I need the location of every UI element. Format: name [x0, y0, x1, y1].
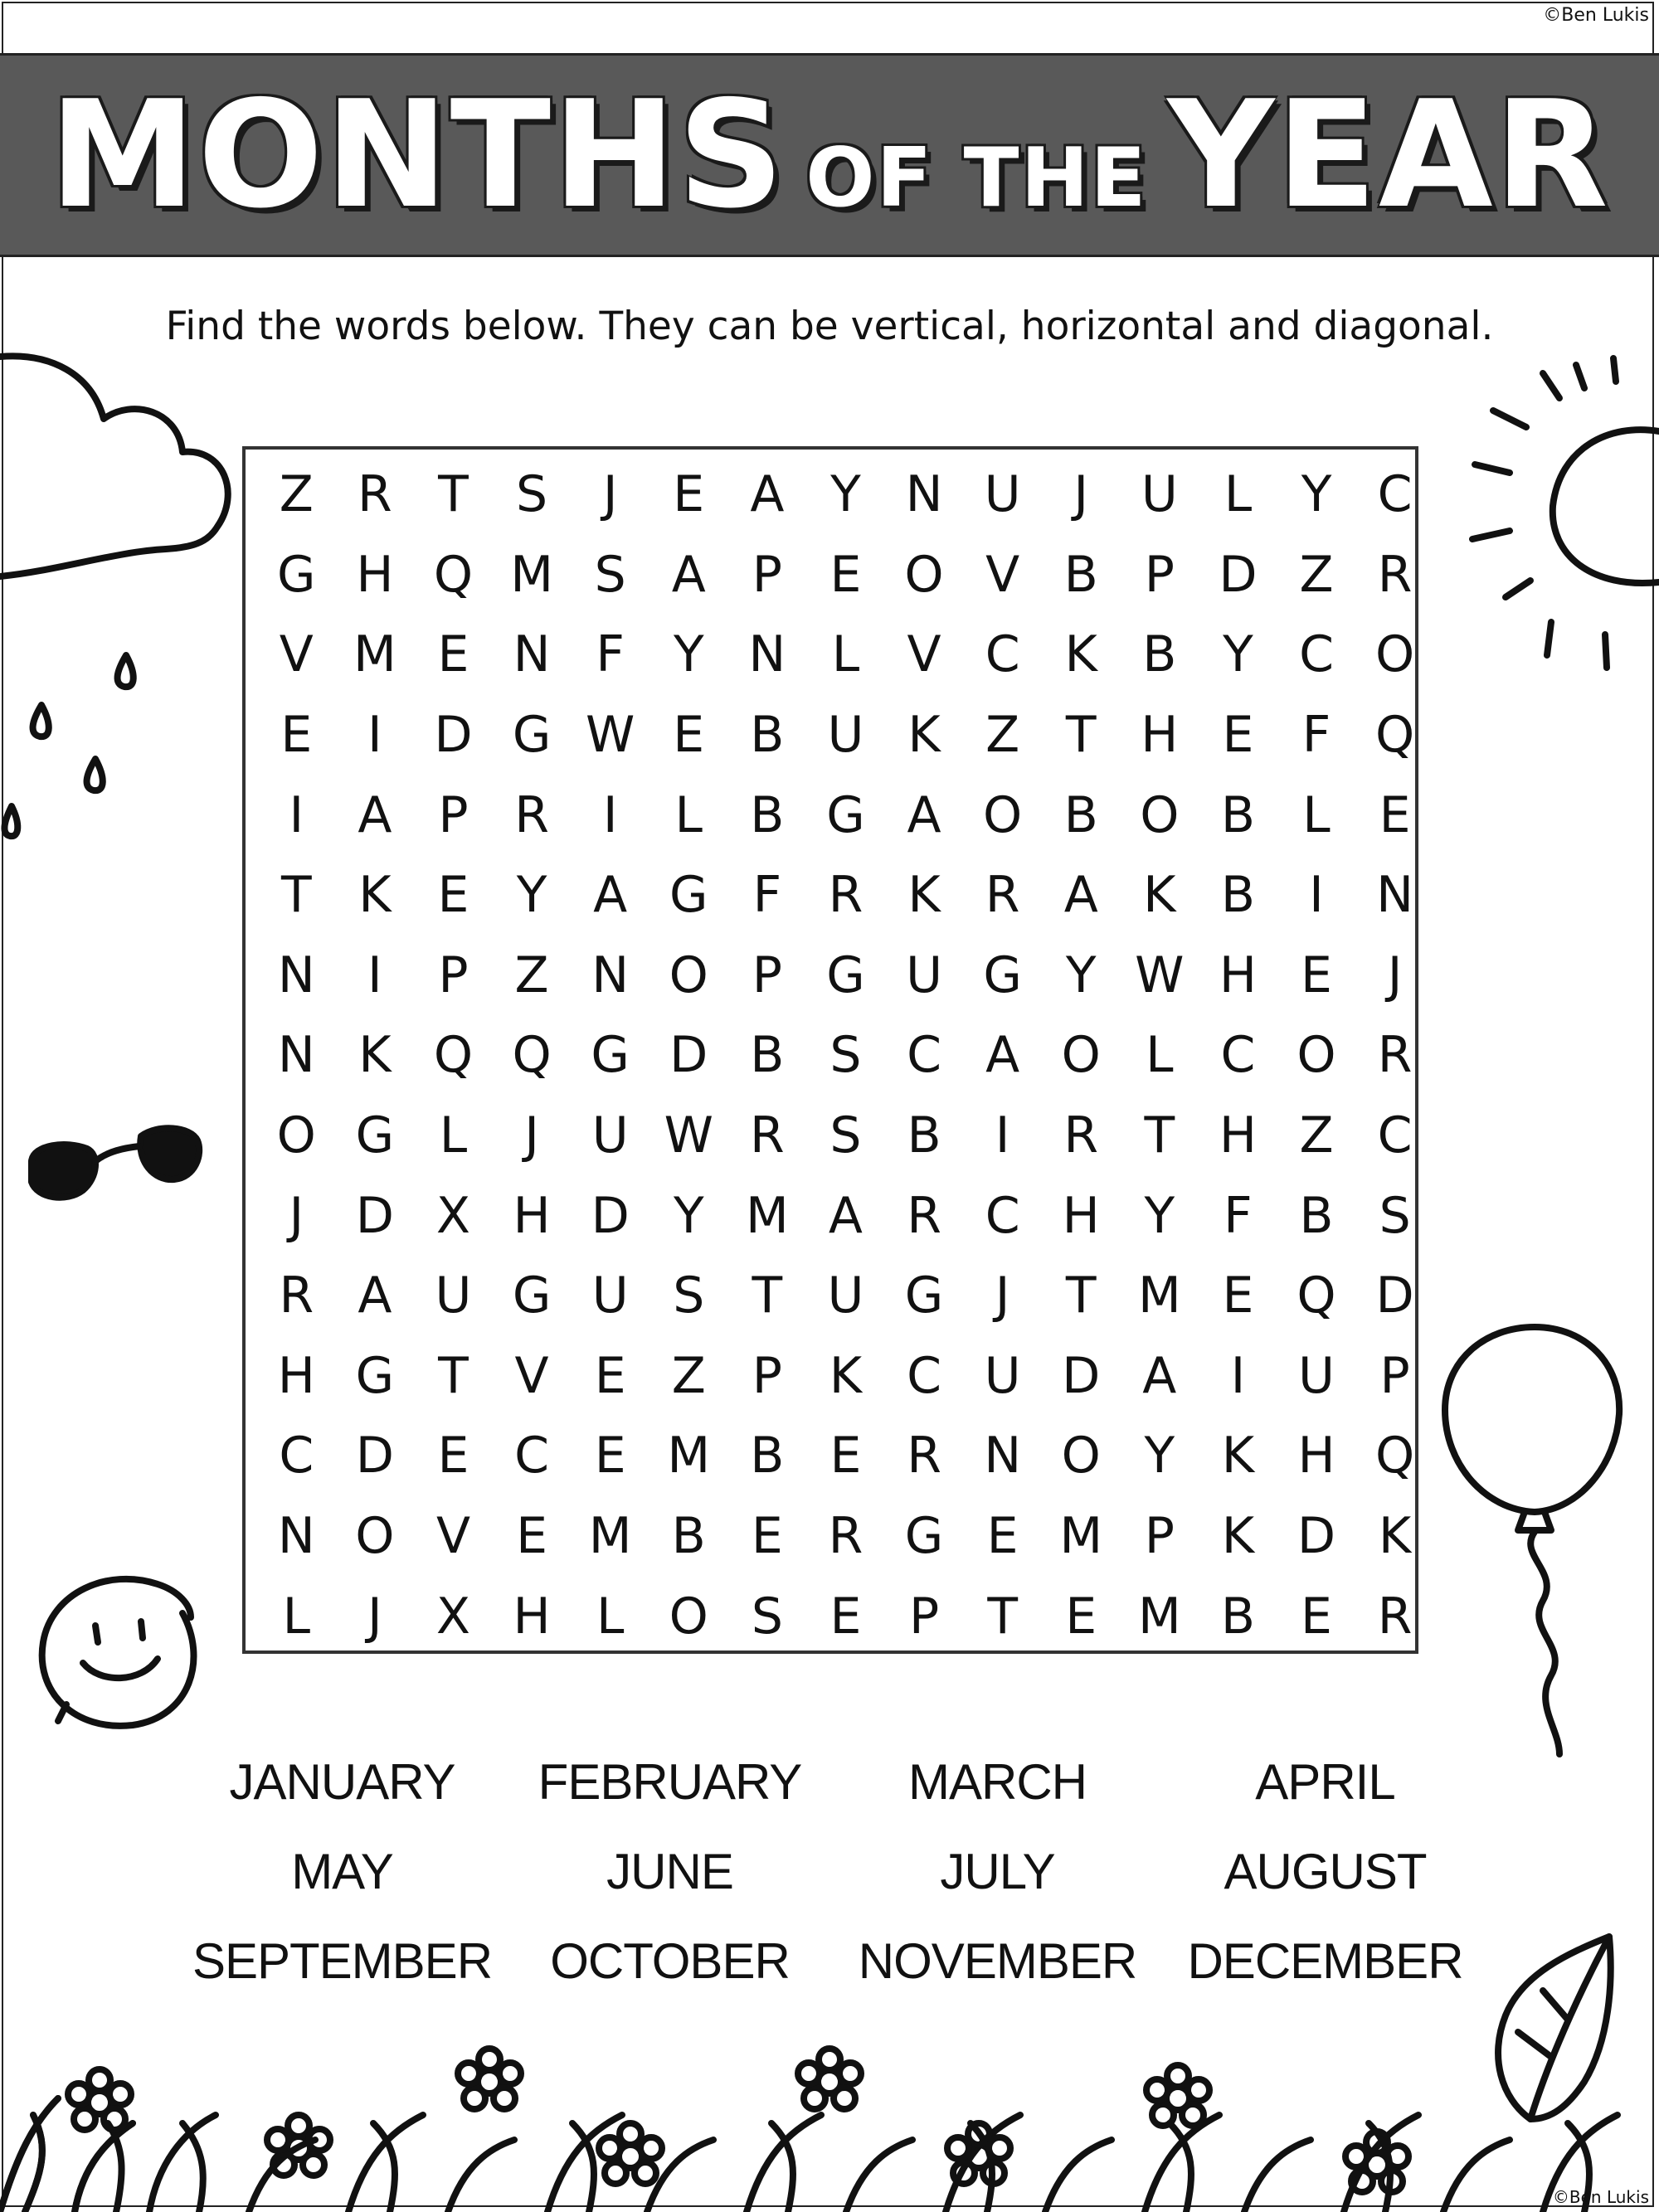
grid-cell[interactable]: A — [750, 465, 785, 524]
grid-cell[interactable]: D — [1062, 1346, 1101, 1405]
grid-cell[interactable]: G — [983, 946, 1022, 1004]
grid-cell[interactable]: R — [750, 1106, 785, 1165]
grid-cell[interactable]: Q — [1374, 1427, 1415, 1485]
word-list-item: OCTOBER — [550, 1932, 790, 1989]
grid-cell[interactable]: E — [673, 465, 705, 524]
word-list-item: DECEMBER — [1187, 1932, 1463, 1989]
title-year: YEAR — [1167, 69, 1610, 241]
grid-cell[interactable]: E — [830, 1427, 862, 1485]
grid-cell[interactable]: G — [669, 866, 708, 925]
grid-cell[interactable]: I — [1309, 866, 1324, 925]
grid-cell[interactable]: B — [1220, 785, 1255, 844]
grid-cell[interactable]: O — [983, 785, 1023, 844]
grid-cell[interactable]: O — [1374, 625, 1415, 684]
grid-cell[interactable]: F — [1301, 706, 1331, 765]
grid-cell[interactable]: R — [828, 866, 864, 925]
grid-cell[interactable]: I — [602, 785, 618, 844]
grid-cell[interactable]: S — [673, 1266, 705, 1325]
grid-cell[interactable]: T — [438, 1346, 469, 1405]
word-list-item: JANUARY — [229, 1753, 455, 1810]
grid-cell[interactable]: S — [751, 1587, 783, 1646]
grid-cell[interactable]: A — [1063, 866, 1098, 925]
grid-cell[interactable]: M — [667, 1427, 711, 1485]
grid-cell[interactable]: K — [1221, 1427, 1255, 1485]
grid-cell[interactable]: J — [289, 1186, 304, 1245]
grid-cell[interactable]: A — [1142, 1346, 1177, 1405]
word-list-item: MARCH — [908, 1753, 1087, 1810]
grid-cell[interactable]: X — [435, 1587, 471, 1646]
grid-cell[interactable]: K — [1143, 866, 1176, 925]
balloon-icon — [1435, 1323, 1634, 1771]
grid-cell[interactable]: I — [367, 706, 382, 765]
word-list-item: MAY — [291, 1843, 393, 1899]
grid-cell[interactable]: T — [987, 1587, 1018, 1646]
grid-cell[interactable]: H — [1219, 1106, 1257, 1165]
grid-cell[interactable]: F — [752, 866, 782, 925]
grid-cell[interactable]: V — [907, 625, 941, 684]
grid-cell[interactable]: B — [1220, 866, 1255, 925]
grid-cell[interactable]: U — [827, 706, 864, 765]
grid-cell[interactable]: K — [1378, 1507, 1412, 1566]
grid-cell[interactable]: P — [752, 1346, 782, 1405]
grid-cell[interactable]: T — [1065, 706, 1097, 765]
title-banner — [0, 53, 1659, 257]
grid-cell[interactable]: C — [1377, 465, 1413, 524]
grid-cell[interactable]: X — [435, 1186, 471, 1245]
grid-cell[interactable]: J — [995, 1266, 1010, 1325]
grid-cell[interactable]: Z — [1299, 1106, 1334, 1165]
grid-cell[interactable]: C — [1220, 1026, 1256, 1085]
grid-cell[interactable]: H — [1141, 706, 1179, 765]
grid-cell[interactable]: S — [594, 545, 626, 604]
grid-cell[interactable]: A — [907, 785, 941, 844]
grid-cell[interactable]: G — [826, 785, 865, 844]
word-list-item: NOVEMBER — [858, 1932, 1137, 1989]
grid-cell[interactable]: B — [750, 1026, 785, 1085]
grid-cell[interactable]: S — [830, 1106, 862, 1165]
grid-cell[interactable]: I — [1230, 1346, 1246, 1405]
grid-cell[interactable]: T — [1144, 1106, 1175, 1165]
grid-cell[interactable]: Z — [514, 946, 549, 1004]
word-search-grid — [257, 455, 1434, 1656]
grid-cell[interactable]: H — [513, 1186, 551, 1245]
grid-cell[interactable]: Y — [1144, 1427, 1175, 1485]
grid-cell[interactable]: U — [984, 465, 1021, 524]
grid-cell[interactable]: A — [985, 1026, 1020, 1085]
word-list — [178, 1737, 1489, 2005]
grid-cell[interactable]: E — [1301, 946, 1332, 1004]
grid-cell[interactable]: W — [586, 706, 635, 765]
copyright-top: ©Ben Lukis — [1543, 5, 1649, 26]
grid-cell[interactable]: A — [593, 866, 628, 925]
grid-cell[interactable]: H — [277, 1346, 315, 1405]
grid-cell[interactable]: Z — [1299, 545, 1334, 604]
grid-cell[interactable]: B — [1220, 1587, 1255, 1646]
grid-cell[interactable]: C — [907, 1026, 941, 1085]
grid-cell[interactable]: Y — [830, 465, 861, 524]
grid-cell[interactable]: E — [830, 1587, 862, 1646]
grid-cell[interactable]: K — [829, 1346, 863, 1405]
grid-cell[interactable]: C — [514, 1427, 550, 1485]
grid-cell[interactable]: C — [1299, 625, 1334, 684]
grid-cell[interactable]: C — [1377, 1106, 1413, 1165]
grid-cell[interactable]: K — [907, 866, 941, 925]
grid-cell[interactable]: E — [830, 545, 862, 604]
grid-cell[interactable]: N — [277, 1507, 315, 1566]
grid-cell[interactable]: E — [1222, 1266, 1254, 1325]
grid-cell[interactable]: Z — [671, 1346, 706, 1405]
grid-cell[interactable]: Z — [279, 465, 314, 524]
grid-cell[interactable]: L — [1146, 1026, 1174, 1085]
grid-cell[interactable]: D — [1375, 1266, 1414, 1325]
grid-cell[interactable]: P — [1144, 545, 1175, 604]
grid-cell[interactable]: M — [1059, 1507, 1103, 1566]
grid-cell[interactable]: N — [748, 625, 786, 684]
grid-cell[interactable]: P — [908, 1587, 940, 1646]
grid-cell[interactable]: E — [594, 1427, 626, 1485]
grid-cell[interactable]: Y — [1144, 1186, 1175, 1245]
grid-cell[interactable]: A — [358, 1266, 392, 1325]
grid-cell[interactable]: J — [367, 1587, 382, 1646]
grid-cell[interactable]: P — [752, 545, 782, 604]
grid-cell[interactable]: T — [280, 866, 312, 925]
grid-cell[interactable]: M — [588, 1507, 632, 1566]
grid-cell[interactable]: L — [1224, 465, 1253, 524]
grid-cell[interactable]: O — [1297, 1026, 1336, 1085]
grid-cell[interactable]: P — [752, 946, 782, 1004]
grid-cell[interactable]: T — [438, 465, 469, 524]
grid-cell[interactable]: P — [1144, 1507, 1175, 1566]
grid-cell[interactable]: R — [514, 785, 549, 844]
grid-cell[interactable]: I — [289, 785, 304, 844]
grid-cell[interactable]: B — [1142, 625, 1177, 684]
grid-cell[interactable]: G — [512, 1266, 552, 1325]
grid-cell[interactable]: S — [516, 465, 548, 524]
grid-cell[interactable]: K — [1221, 1507, 1255, 1566]
grid-cell[interactable]: K — [1064, 625, 1097, 684]
grid-cell[interactable]: N — [277, 1026, 315, 1085]
grid-cell[interactable]: W — [664, 1106, 713, 1165]
word-search-grid-box — [242, 446, 1418, 1654]
grid-cell[interactable]: J — [1073, 465, 1089, 524]
grid-cell[interactable]: H — [513, 1587, 551, 1646]
grid-cell[interactable]: O — [1140, 785, 1180, 844]
grid-cell[interactable]: O — [904, 545, 944, 604]
grid-cell[interactable]: B — [907, 1106, 941, 1165]
grid-cell[interactable]: S — [830, 1026, 862, 1085]
grid-cell[interactable]: R — [907, 1186, 941, 1245]
grid-cell[interactable]: V — [514, 1346, 549, 1405]
grid-cell[interactable]: F — [596, 625, 625, 684]
title-months: MONTHS — [49, 69, 786, 241]
grid-cell[interactable]: U — [1141, 465, 1178, 524]
grid-cell[interactable]: D — [669, 1026, 708, 1085]
grid-cell[interactable]: D — [355, 1186, 394, 1245]
grid-cell[interactable]: M — [353, 625, 397, 684]
grid-cell[interactable]: E — [516, 1507, 548, 1566]
grid-cell[interactable]: H — [1062, 1186, 1100, 1245]
grid-cell[interactable]: O — [276, 1106, 316, 1165]
grid-cell[interactable]: Q — [433, 1026, 474, 1085]
grid-cell[interactable]: F — [1224, 1186, 1253, 1245]
grid-cell[interactable]: N — [277, 946, 315, 1004]
grid-cell[interactable]: V — [435, 1507, 470, 1566]
grid-cell[interactable]: Y — [673, 625, 704, 684]
grid-cell[interactable]: L — [596, 1587, 625, 1646]
grid-cell[interactable]: Q — [433, 545, 474, 604]
grid-cell[interactable]: N — [1376, 866, 1414, 925]
word-list-item: JUNE — [606, 1843, 733, 1899]
grid-cell[interactable]: E — [986, 1507, 1019, 1566]
title-of-the: OF THE — [805, 131, 1148, 226]
grid-cell[interactable]: E — [437, 625, 469, 684]
grid-cell[interactable]: N — [591, 946, 630, 1004]
grid-cell[interactable]: K — [358, 1026, 392, 1085]
word-list-item: SEPTEMBER — [192, 1932, 493, 1989]
grid-cell[interactable]: T — [1065, 1266, 1097, 1325]
instructions: Find the words below. They can be vertical, horizontal and diagonal. — [165, 304, 1494, 349]
grid-cell[interactable]: C — [907, 1346, 941, 1405]
grid-cell[interactable]: Y — [1065, 946, 1097, 1004]
grid-cell[interactable]: B — [750, 706, 785, 765]
grid-cell[interactable]: Y — [1301, 465, 1332, 524]
grid-cell[interactable]: G — [904, 1507, 944, 1566]
sun-icon — [1460, 340, 1659, 672]
grid-cell[interactable]: A — [358, 785, 392, 844]
grid-cell[interactable]: H — [1297, 1427, 1335, 1485]
grid-cell[interactable]: G — [591, 1026, 630, 1085]
grid-cell[interactable]: U — [984, 1346, 1021, 1405]
grid-cell[interactable]: E — [280, 706, 313, 765]
word-list-item: APRIL — [1255, 1753, 1395, 1810]
grid-cell[interactable]: Q — [512, 1026, 552, 1085]
grid-cell[interactable]: K — [358, 866, 392, 925]
grid-cell[interactable]: B — [671, 1507, 706, 1566]
grid-cell[interactable]: U — [591, 1106, 629, 1165]
grid-cell[interactable]: C — [985, 1186, 1020, 1245]
grid-cell[interactable]: E — [1222, 706, 1254, 765]
grid-cell[interactable]: B — [750, 785, 785, 844]
grid-cell[interactable]: I — [367, 946, 382, 1004]
grid-cell[interactable]: V — [985, 545, 1020, 604]
grid-cell[interactable]: A — [828, 1186, 863, 1245]
grid-cell[interactable]: E — [594, 1346, 626, 1405]
grid-cell[interactable]: M — [1137, 1266, 1181, 1325]
grid-cell[interactable]: G — [355, 1346, 395, 1405]
grid-cell[interactable]: R — [828, 1507, 864, 1566]
grid-cell[interactable]: L — [674, 785, 703, 844]
grid-cell[interactable]: N — [513, 625, 551, 684]
grid-cell[interactable]: G — [904, 1266, 944, 1325]
grid-cell[interactable]: Y — [516, 866, 547, 925]
grid-cell[interactable]: A — [671, 545, 706, 604]
grid-cell[interactable]: H — [356, 545, 394, 604]
grid-cell[interactable]: M — [745, 1186, 789, 1245]
grid-cell[interactable]: P — [1379, 1346, 1410, 1405]
grid-cell[interactable]: S — [1379, 1186, 1411, 1245]
grid-cell[interactable]: Q — [1374, 706, 1415, 765]
word-list-item: JULY — [940, 1843, 1055, 1899]
grid-cell[interactable]: R — [1377, 1587, 1413, 1646]
grid-cell[interactable]: M — [510, 545, 553, 604]
grid-cell[interactable]: O — [669, 1587, 708, 1646]
grid-cell[interactable]: C — [985, 625, 1020, 684]
grid-cell[interactable]: E — [1379, 785, 1411, 844]
grid-cell[interactable]: D — [434, 706, 473, 765]
grid-cell[interactable]: U — [827, 1266, 864, 1325]
grid-cell[interactable]: J — [1387, 946, 1403, 1004]
grid-cell[interactable]: K — [907, 706, 941, 765]
grid-cell[interactable]: G — [512, 706, 552, 765]
smiley-icon — [25, 1559, 216, 1742]
grid-cell[interactable]: H — [1219, 946, 1257, 1004]
grid-cell[interactable]: O — [1061, 1026, 1101, 1085]
grid-cell[interactable]: E — [673, 706, 705, 765]
grid-cell[interactable]: P — [438, 785, 469, 844]
grid-cell[interactable]: O — [355, 1507, 395, 1566]
grid-cell[interactable]: D — [1219, 545, 1258, 604]
grid-cell[interactable]: E — [437, 866, 469, 925]
grid-cell[interactable]: O — [1061, 1427, 1101, 1485]
grid-cell[interactable]: N — [984, 1427, 1022, 1485]
grid-cell[interactable]: Q — [1297, 1266, 1336, 1325]
grid-cell[interactable]: B — [750, 1427, 785, 1485]
raindrop-icon — [0, 647, 158, 863]
grid-cell[interactable]: B — [1299, 1186, 1334, 1245]
grid-cell[interactable]: L — [439, 1106, 468, 1165]
grid-cell[interactable]: R — [1063, 1106, 1099, 1165]
grid-cell[interactable]: D — [1297, 1507, 1336, 1566]
grid-cell[interactable]: G — [277, 545, 316, 604]
grid-cell[interactable]: R — [279, 1266, 314, 1325]
grid-cell[interactable]: T — [752, 1266, 783, 1325]
grid-cell[interactable]: E — [1301, 1587, 1332, 1646]
grid-cell[interactable]: B — [1063, 545, 1098, 604]
grid-cell[interactable]: U — [1298, 1346, 1335, 1405]
grid-cell[interactable]: E — [1065, 1587, 1097, 1646]
grid-cell[interactable]: O — [669, 946, 708, 1004]
flowers-icon — [0, 2024, 1659, 2212]
grid-cell[interactable]: U — [435, 1266, 472, 1325]
cloud-icon — [0, 348, 241, 589]
sunglasses-icon — [25, 1111, 207, 1219]
grid-cell[interactable]: I — [995, 1106, 1010, 1165]
grid-cell[interactable]: W — [1135, 946, 1185, 1004]
grid-cell[interactable]: N — [905, 465, 943, 524]
grid-cell[interactable]: M — [1137, 1587, 1181, 1646]
word-list-item: AUGUST — [1224, 1843, 1427, 1899]
grid-cell[interactable]: G — [826, 946, 865, 1004]
grid-cell[interactable]: L — [282, 1587, 311, 1646]
grid-cell[interactable]: Y — [1223, 625, 1253, 684]
grid-cell[interactable]: E — [437, 1427, 469, 1485]
grid-cell[interactable]: V — [279, 625, 314, 684]
grid-cell[interactable]: J — [602, 465, 618, 524]
grid-cell[interactable]: E — [751, 1507, 783, 1566]
grid-cell[interactable]: L — [1302, 785, 1331, 844]
grid-cell[interactable]: C — [279, 1427, 314, 1485]
grid-cell[interactable]: D — [355, 1427, 394, 1485]
grid-cell[interactable]: U — [906, 946, 942, 1004]
grid-cell[interactable]: R — [1377, 1026, 1413, 1085]
copyright-bottom: ©Ben Lukis — [1552, 2187, 1649, 2207]
grid-cell[interactable]: R — [907, 1427, 941, 1485]
grid-cell[interactable]: D — [591, 1186, 630, 1245]
grid-cell[interactable]: B — [1063, 785, 1098, 844]
grid-cell[interactable]: L — [831, 625, 860, 684]
grid-cell[interactable]: R — [1377, 545, 1413, 604]
grid-cell[interactable]: G — [355, 1106, 395, 1165]
grid-cell[interactable]: R — [985, 866, 1020, 925]
grid-cell[interactable]: P — [438, 946, 469, 1004]
grid-cell[interactable]: Y — [673, 1186, 704, 1245]
word-list-item: FEBRUARY — [538, 1753, 802, 1810]
grid-cell[interactable]: U — [591, 1266, 629, 1325]
grid-cell[interactable]: R — [358, 465, 392, 524]
grid-cell[interactable]: J — [524, 1106, 539, 1165]
grid-cell[interactable]: Z — [985, 706, 1020, 765]
